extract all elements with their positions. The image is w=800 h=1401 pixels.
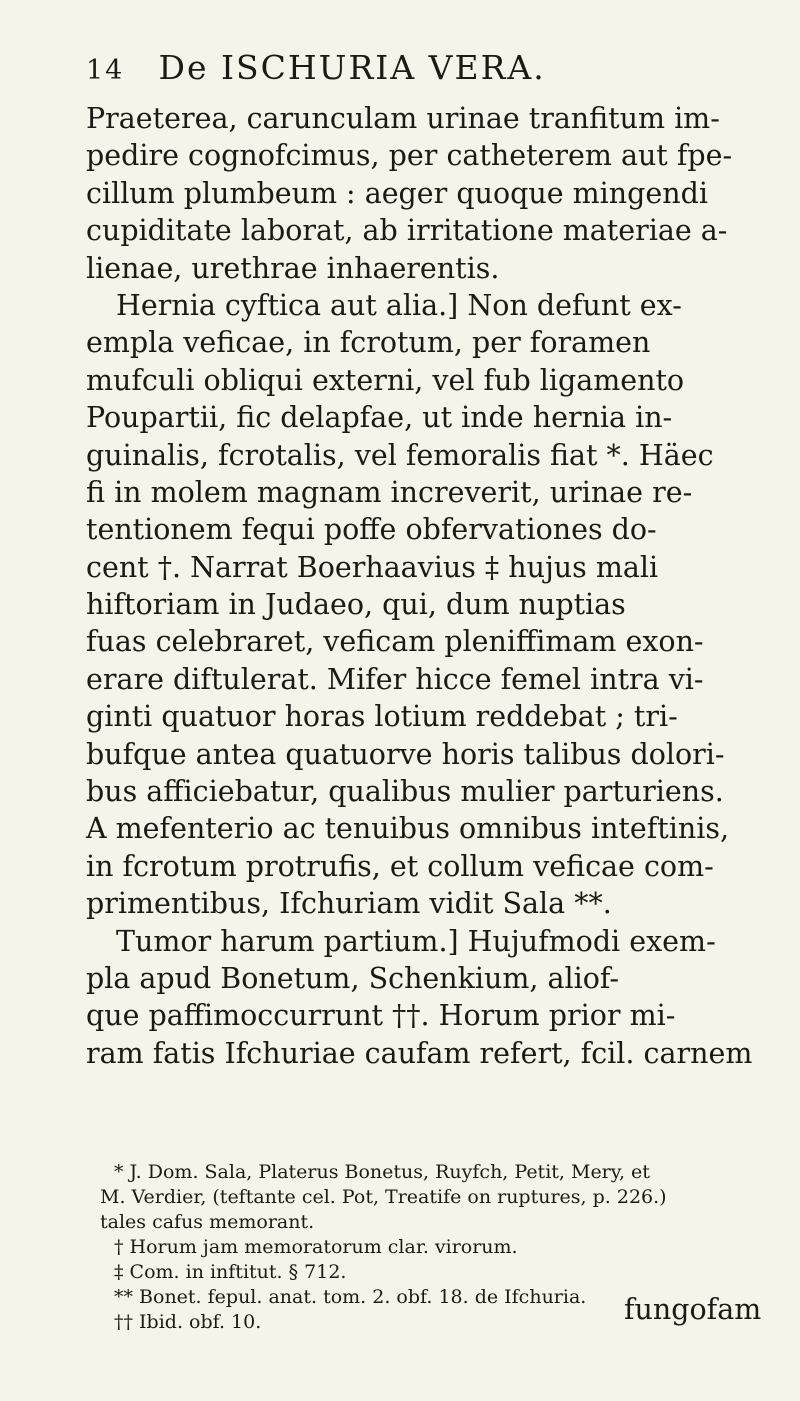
- footnote-line: ** Bonet. fepul. anat. tom. 2. obf. 18. de Ifchuria.: [114, 1286, 587, 1308]
- text-line: Poupartii, fic delapfae, ut inde hernia in-: [86, 401, 673, 435]
- text-line: Tumor harum partium.] Hujufmodi exem-: [116, 924, 716, 958]
- footnote-line: M. Verdier, (teftante cel. Pot, Treatife on ruptures, p. 226.): [100, 1186, 667, 1208]
- text-line: ram fatis Ifchuriae caufam refert, fcil. carnem: [86, 1036, 753, 1070]
- text-line: ginti quatuor horas lotium reddebat ; tri-: [86, 700, 678, 734]
- running-header: [86, 48, 766, 91]
- text-line: primentibus, Ifchuriam vidit Sala **.: [86, 887, 612, 921]
- text-line: hiftoriam in Judaeo, qui, dum nuptias: [86, 588, 626, 622]
- footnote-line: †† Ibid. obf. 10.: [114, 1311, 262, 1333]
- text-line: bus afficiebatur, qualibus mulier parturiens.: [86, 775, 724, 809]
- text-line: cillum plumbeum : aeger quoque mingendi: [86, 176, 708, 210]
- text-line: Praeterea, carunculam urinae tranfitum im-: [86, 102, 720, 135]
- text-line: Hernia cyftica aut alia.] Non defunt ex-: [116, 288, 682, 322]
- text-line: cent †. Narrat Boerhaavius ‡ hujus mali: [86, 550, 659, 584]
- main-text: [86, 100, 776, 1072]
- text-line: tentionem fequi poffe obfervationes do-: [86, 513, 657, 547]
- footnote-line: * J. Dom. Sala, Platerus Bonetus, Ruyfch, Petit, Mery, et: [114, 1161, 650, 1183]
- text-line: pedire cognofcimus, per catheterem aut fpe-: [86, 139, 733, 173]
- text-line: guinalis, fcrotalis, vel femoralis fiat *. Häec: [86, 438, 714, 472]
- text-line: cupiditate laborat, ab irritatione materiae a-: [86, 214, 728, 248]
- text-line: empla veficae, in fcrotum, per foramen: [86, 326, 651, 360]
- page-number: 14: [86, 55, 125, 86]
- running-title: De ISCHURIA VERA.: [158, 48, 546, 87]
- catchword: fungofam: [624, 1293, 762, 1326]
- text-line: fuas celebraret, veficam pleniffimam exon-: [86, 625, 704, 659]
- text-line: que paffimoccurrunt ††. Horum prior mi-: [86, 999, 676, 1033]
- text-line: A mefenterio ac tenuibus omnibus inteftinis,: [86, 812, 730, 846]
- text-line: lienae, urethrae inhaerentis.: [86, 251, 500, 285]
- footnote-line: tales cafus memorant.: [100, 1211, 315, 1233]
- text-line: fi in molem magnam increverit, urinae re-: [86, 475, 693, 509]
- text-line: bufque antea quatuorve horis talibus dolori-: [86, 737, 725, 771]
- footnote-line: ‡ Com. in inftitut. § 712.: [114, 1261, 347, 1283]
- text-line: pla apud Bonetum, Schenkium, aliof-: [86, 961, 620, 995]
- footnote-line: † Horum jam memoratorum clar. virorum.: [114, 1236, 518, 1258]
- text-line: mufculi obliqui externi, vel fub ligamento: [86, 363, 685, 397]
- text-line: erare diftulerat. Mifer hicce femel intra vi-: [86, 662, 704, 696]
- text-line: in fcrotum protrufis, et collum veficae com-: [86, 849, 714, 883]
